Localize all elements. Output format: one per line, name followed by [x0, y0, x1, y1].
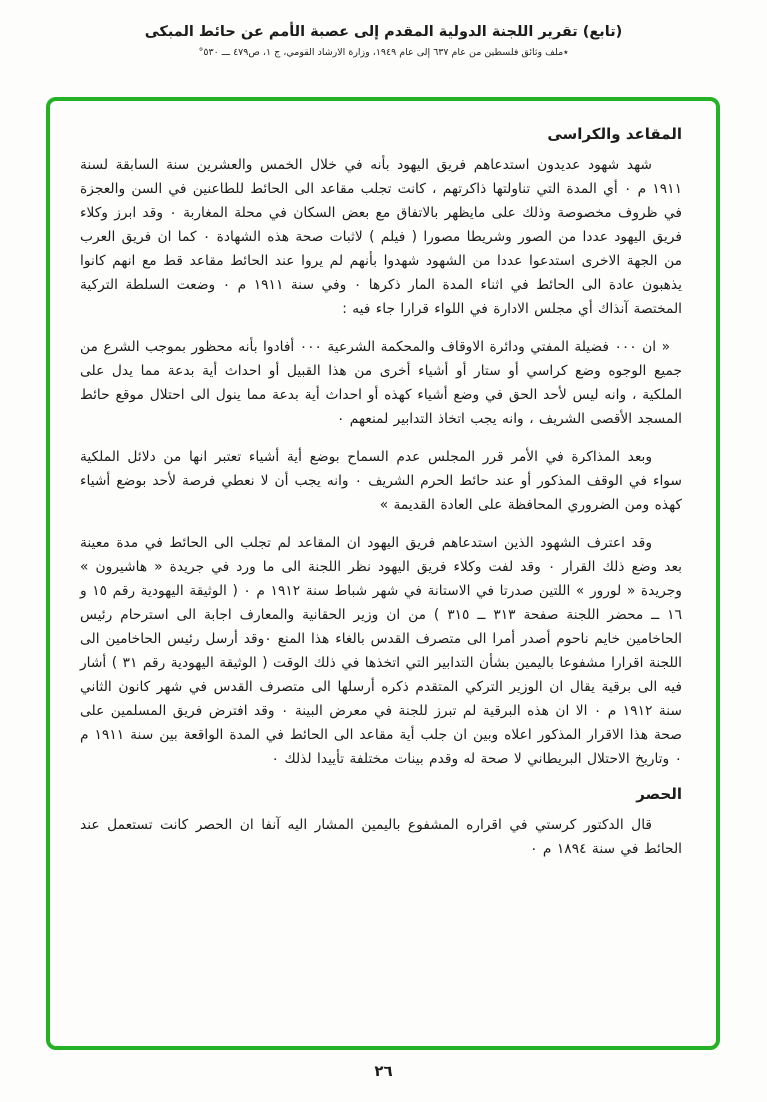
content-frame: [46, 97, 720, 1050]
document-title: (تابع) تقرير اللجنة الدولية المقدم إلى عصبة الأمم عن حائط المبكى: [144, 24, 623, 40]
document-subtitle: ٭ملف وثائق فلسطين من عام ٦٣٧ إلى عام ١٩٤٩، وزارة الارشاد القومي، ج ١، ص٤٧٩ ـــ ٥٣٠°: [198, 47, 569, 58]
page-number: ٢٦: [374, 1062, 393, 1080]
paragraph: شهد شهود عديدون استدعاهم فريق اليهود بأنه في خلال الخمس والعشرين سنة السابقة لسنة ١٩١١ م ٠ أي المدة التي تناولتها ذاكرتهم ، كانت تجلب مقاعد الى الحائط للطاعنين في السن والعجزة في ظروف مخصوصة وذلك على مايظهر بالاتفاق مع بعض السكان في محلة المغاربة ٠ وقد ابرز وكلاء فريق اليهود عددا من الصور وشريطا مصورا ( فيلم ) لاثبات صحة هذه الشهادة ٠ كما ان فريق العرب من الجهة الاخرى استدعوا عددا من الشهود شهدوا بأنهم لم يروا عند الحائط مقاعد قط مع انهم كانوا يذهبون عادة الى الحائط في اثناء المدة المار ذكرها ٠ وفي سنة ١٩١١ م ٠ وضعت السلطة التركية المختصة آنذاك أي مجلس الادارة في اللواء قرارا جاء فيه :: [80, 157, 683, 317]
paragraph: وقد اعترف الشهود الذين استدعاهم فريق اليهود ان المقاعد لم تجلب الى الحائط في مدة معينة بعد وضع ذلك القرار ٠ وقد لفت وكلاء فريق اليهود نظر اللجنة الى ما ورد في جريدة « هاشيرون » وجريدة « لورور » اللتين صدرتا في الاستانة في شهر شباط سنة ١٩١٢ م ٠ ( الوثيقة اليهودية رقم ١٥ و ١٦ ــ محضر اللجنة صفحة ٣١٣ ــ ٣١٥ ) من ان وزير الحقانية والمعارف اجابة الى استرحام رئيس الحاخامين خايم ناحوم أصدر أمرا الى متصرف القدس بالغاء هذا المنع ٠وقد أرسل رئيس الحاخامين الى اللجنة اقرارا مشفوعا باليمين بشأن التدابير التي اتخذها في ذلك الوقت ( الوثيقة اليهودية رقم ٣١ ) أشار فيه الى برقية يقال ان الوزير التركي المتقدم ذكره أرسلها الى متصرف القدس في شهر كانون الثاني سنة ١٩١٢ م ٠ الا ان هذه البرقية لم تبرز للجنة في معرض البينة ٠ وقد افترض فريق المسلمين على صحة هذا الاقرار المذكور اعلاه وبين ان جلب أية مقاعد الى الحائط في المدة الواقعة بين سنة ١٩١١ م ٠ وتاريخ الاحتلال البريطاني لا صحة له وقدم بينات مختلفة تأييدا لذلك ٠: [80, 535, 682, 767]
section-heading-mats: الحصر: [636, 785, 682, 803]
paragraph: وبعد المذاكرة في الأمر قرر المجلس عدم السماح بوضع أية أشياء تعتبر انها من دلائل الملكية سواء في الوقف المذكور أو عند حائط الحرم الشريف ٠ وانه يجب أن لا نعطي فرصة لأحد بوضع أشياء كهذه ومن الضروري المحافظة على العادة القديمة »: [80, 449, 682, 513]
section-heading-seats-and-chairs: المقاعد والكراسى: [547, 125, 682, 143]
document-header: [0, 0, 767, 58]
paragraph-quote: « ان ٠٠٠ فضيلة المفتي ودائرة الاوقاف والمحكمة الشرعية ٠٠٠ أفادوا بأنه محظور بموجب الشرع من جميع الوجوه وضع كراسي أو ستار أو أشياء أخرى من هذا القبيل أو احداث أية بدعة مما يدل على الملكية ، وانه ليس لأحد الحق في وضع أشياء كهذه أو احداث أية بدعة مما ينول الى احتلال موقع حائط المسجد الأقصى الشريف ، وانه يجب اتخاذ التدابير لمنعهم ٠: [80, 339, 682, 427]
paragraph: قال الدكتور كرستي في اقراره المشفوع باليمين المشار اليه آنفا ان الحصر كانت تستعمل عند الحائط في سنة ١٨٩٤ م ٠: [80, 817, 682, 857]
